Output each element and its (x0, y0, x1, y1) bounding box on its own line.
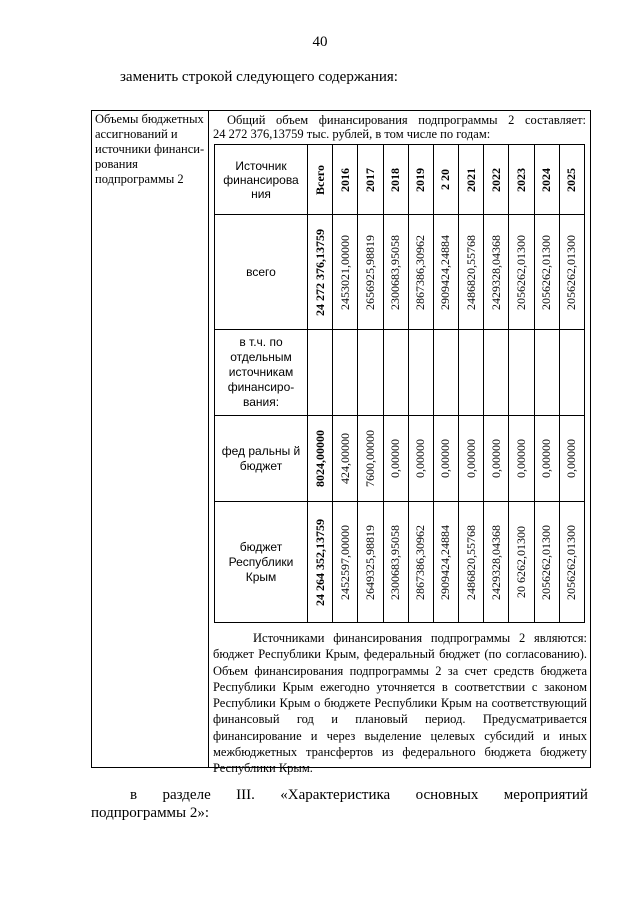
year-value: 2867386,30962 (413, 234, 428, 310)
year-value-cell (408, 416, 433, 502)
year-value: 2486820,55768 (463, 524, 478, 600)
year-value-cell (484, 502, 509, 623)
section-word: в (130, 787, 138, 803)
header-year-cell (433, 145, 458, 215)
year-value: 2056262,01300 (539, 234, 554, 310)
row-total-value: 24 272 376,13759 (312, 228, 327, 316)
year-value-cell (358, 416, 383, 502)
total-funding-text (213, 113, 586, 141)
header-year-cell (534, 145, 559, 215)
year-value-cell (559, 215, 584, 330)
table-row-total (215, 215, 585, 330)
year-value-cell (459, 215, 484, 330)
year-value-cell (433, 416, 458, 502)
row-total-cell (308, 416, 333, 502)
year-value-cell (559, 416, 584, 502)
year-value: 7600,00000 (362, 430, 377, 487)
year-value-cell (333, 416, 358, 502)
header-total-label: Всего (312, 164, 327, 195)
year-value-cell (433, 215, 458, 330)
year-value-cell (459, 502, 484, 623)
year-value-cell (559, 330, 584, 416)
year-label: 2023 (513, 167, 528, 192)
year-label: 2016 (337, 167, 352, 192)
year-value-cell (534, 330, 559, 416)
table-row-federal (215, 416, 585, 502)
section-word: мероприятий (503, 787, 588, 803)
row-total-cell (308, 330, 333, 416)
year-value: 0,00000 (539, 439, 554, 478)
total-funding-line-2: 24 272 376,13759 тыс. рублей, в том числе по годам: (213, 127, 491, 141)
year-value: 2453021,00000 (337, 234, 352, 310)
year-label: 2 20 (438, 169, 453, 190)
table-row-by-source (215, 330, 585, 416)
year-value-cell (509, 215, 534, 330)
year-value-cell (559, 502, 584, 623)
year-value-cell (509, 502, 534, 623)
year-value-cell (534, 215, 559, 330)
year-value: 2909424,24884 (438, 524, 453, 600)
row-label: Объемы бюджетных ассигнований и источники финанси-рования подпрограммы 2 (95, 112, 205, 186)
header-year-cell (408, 145, 433, 215)
header-year-cell (484, 145, 509, 215)
year-value-cell (459, 416, 484, 502)
header-year-cell (509, 145, 534, 215)
header-year-cell (383, 145, 408, 215)
year-value-cell (484, 330, 509, 416)
year-label: 2021 (463, 167, 478, 192)
year-value: 2649325,98819 (362, 524, 377, 600)
year-label: 2019 (413, 167, 428, 192)
year-value-cell (333, 502, 358, 623)
year-value-cell (433, 502, 458, 623)
year-value: 2429328,04368 (488, 524, 503, 600)
section-word: III. (236, 787, 255, 803)
year-value: 2056262,01300 (539, 524, 554, 600)
row-total-cell (308, 215, 333, 330)
year-value-cell (484, 416, 509, 502)
year-value-cell (358, 502, 383, 623)
header-year-cell (358, 145, 383, 215)
year-value: 2452597,00000 (337, 524, 352, 600)
section-word: «Характеристика (280, 787, 391, 803)
year-label: 2018 (388, 167, 403, 192)
year-value: 0,00000 (513, 439, 528, 478)
year-label: 2024 (539, 167, 554, 192)
funding-table (214, 144, 585, 623)
year-value: 0,00000 (413, 439, 428, 478)
year-value: 2486820,55768 (463, 234, 478, 310)
row-total-cell (308, 502, 333, 623)
year-value: 2056262,01300 (513, 234, 528, 310)
year-label: 2022 (488, 167, 503, 192)
year-value-cell (534, 416, 559, 502)
year-value: 424,00000 (337, 433, 352, 484)
section-reference-line-2: подпрограммы 2»: (91, 805, 210, 821)
header-year-cell (559, 145, 584, 215)
column-divider (208, 110, 209, 768)
row-total-value: 8024,00000 (312, 430, 327, 487)
table-header-row (215, 145, 585, 215)
year-value: 0,00000 (463, 439, 478, 478)
page-number: 40 (312, 34, 328, 50)
year-value-cell (408, 215, 433, 330)
year-value-cell (509, 416, 534, 502)
year-value: 0,00000 (488, 439, 503, 478)
funding-sources-text: Источниками финансирования подпрограммы 2 являются: бюджет Республики Крым, федеральный бюджет (по согласованию). Объем финансирования подпрограммы 2 за счет средств бюджета Республики Крым ежегодно уточняется в соответствии с законом Республики Крым о бюджете Республики Крым на соответствующий финансовый год и плановый период. Предусматривается финансирование и через выделение целевых субсидий и иных межбюджетных трансфертов из федерального бюджета бюджету Республики Крым. (213, 631, 587, 776)
row-source-label: всего (215, 215, 308, 330)
year-value: 0,00000 (438, 439, 453, 478)
section-reference-line (130, 787, 588, 804)
year-value-cell (358, 215, 383, 330)
year-value: 2867386,30962 (413, 524, 428, 600)
year-value-cell (383, 330, 408, 416)
year-value-cell (534, 502, 559, 623)
row-source-label: бюджет Республики Крым (215, 502, 308, 623)
year-value-cell (459, 330, 484, 416)
year-value-cell (383, 416, 408, 502)
year-value: 20 6262,01300 (513, 526, 528, 598)
year-value-cell (333, 215, 358, 330)
section-word: основных (415, 787, 479, 803)
year-value: 0,00000 (564, 439, 579, 478)
year-label: 2017 (362, 167, 377, 192)
year-value-cell (433, 330, 458, 416)
year-value: 2909424,24884 (438, 234, 453, 310)
total-funding-line-1: Общий объем финансирования подпрограммы 2 составляет: (227, 113, 586, 127)
year-value-cell (408, 330, 433, 416)
year-value-cell (408, 502, 433, 623)
table-row-crimea-budget (215, 502, 585, 623)
year-value-cell (383, 502, 408, 623)
year-value-cell (484, 215, 509, 330)
section-word: разделе (162, 787, 211, 803)
row-total-value: 24 264 352,13759 (312, 518, 327, 606)
year-value: 2300683,95058 (388, 524, 403, 600)
year-value-cell (358, 330, 383, 416)
year-value: 2056262,01300 (564, 234, 579, 310)
year-value: 2300683,95058 (388, 234, 403, 310)
year-value-cell (383, 215, 408, 330)
year-value-cell (509, 330, 534, 416)
year-value: 2656925,98819 (362, 234, 377, 310)
year-label: 2025 (564, 167, 579, 192)
header-total-cell (308, 145, 333, 215)
row-source-label: фед ральны й бюджет (215, 416, 308, 502)
year-value: 2056262,01300 (564, 524, 579, 600)
intro-text: заменить строкой следующего содержания: (120, 69, 398, 85)
row-source-label: в т.ч. по отдельным источникам финансиро-вания: (215, 330, 308, 416)
funding-sources-paragraph (213, 630, 587, 777)
header-source-cell: Источник финансирова ния (215, 145, 308, 215)
year-value: 0,00000 (388, 439, 403, 478)
header-year-cell (459, 145, 484, 215)
header-year-cell (333, 145, 358, 215)
year-value: 2429328,04368 (488, 234, 503, 310)
year-value-cell (333, 330, 358, 416)
